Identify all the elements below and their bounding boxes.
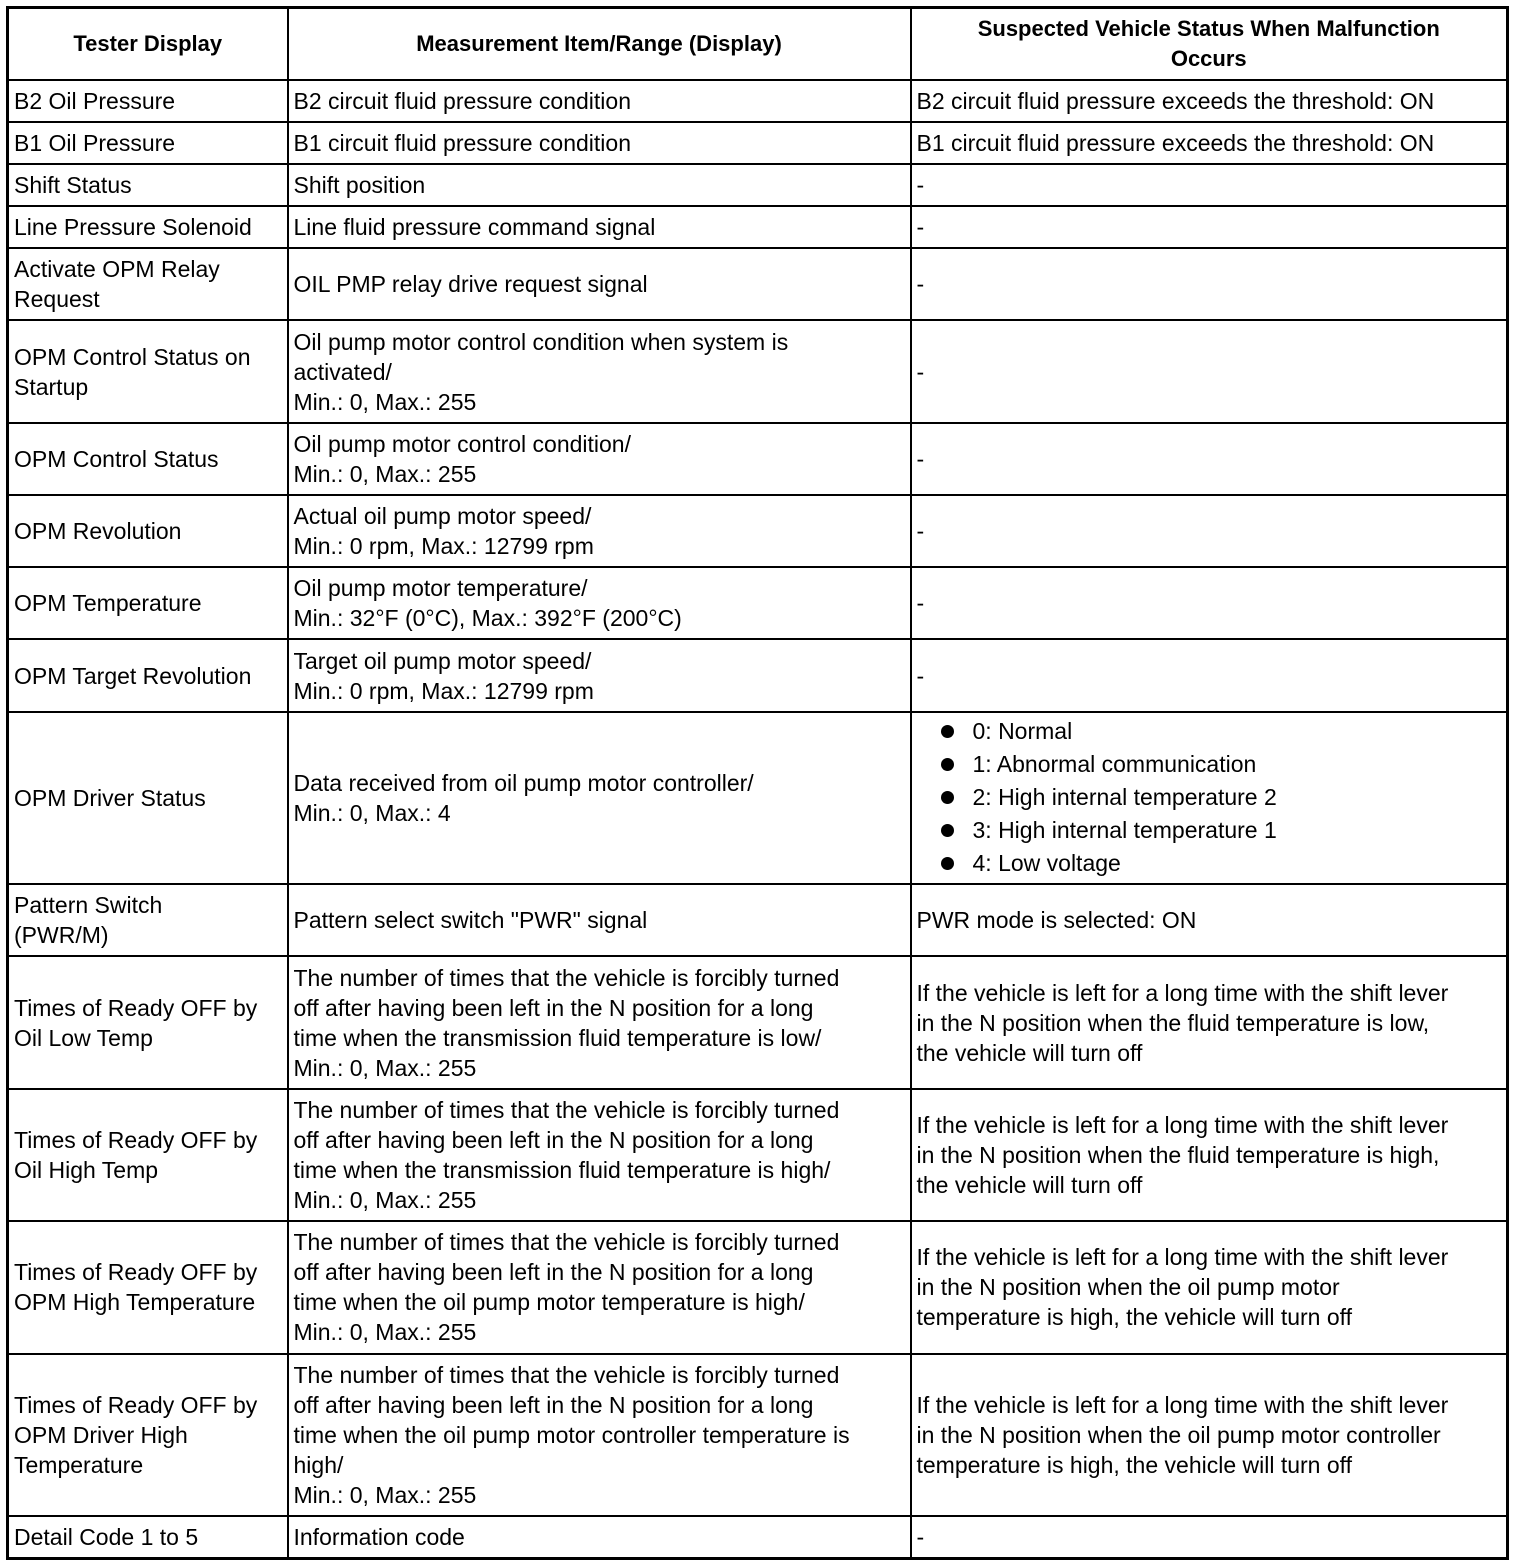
status-bullet-item: 2: High internal temperature 2 — [937, 781, 1502, 814]
table-row — [8, 956, 1508, 1088]
tester-display-cell-line: Request — [14, 286, 100, 313]
measurement-item-cell-line: Shift position — [293, 172, 426, 199]
measurement-item-cell — [288, 206, 911, 248]
suspected-status-cell-line: in the N position when the oil pump motor controller — [916, 1421, 1441, 1448]
measurement-item-cell-line: Min.: 0 rpm, Max.: 12799 rpm — [293, 677, 594, 704]
suspected-status-cell-line: - — [916, 590, 925, 617]
suspected-status-cell — [911, 122, 1508, 164]
tester-display-cell — [8, 80, 288, 122]
header-measurement-item: Measurement Item/Range (Display) — [288, 8, 911, 80]
tester-display-cell — [8, 639, 288, 711]
measurement-item-cell-line: time when the transmission fluid temperature is high/ — [293, 1157, 831, 1184]
table-row — [8, 206, 1508, 248]
measurement-item-cell-line: The number of times that the vehicle is forcibly turned — [293, 964, 840, 991]
measurement-item-cell — [288, 80, 911, 122]
suspected-status-cell-line: - — [916, 1524, 925, 1551]
table-row — [8, 320, 1508, 422]
status-bullet-item: 1: Abnormal communication — [937, 748, 1502, 781]
measurement-item-cell-line: Min.: 0, Max.: 4 — [293, 799, 451, 826]
tester-display-cell-line: Oil High Temp — [14, 1157, 159, 1184]
suspected-status-cell-line: PWR mode is selected: ON — [916, 907, 1197, 934]
measurement-item-cell-line: Min.: 0, Max.: 255 — [293, 1481, 477, 1508]
tester-display-cell-line: OPM Target Revolution — [14, 662, 252, 689]
tester-display-cell — [8, 956, 288, 1088]
table-row — [8, 712, 1508, 885]
tester-display-cell-line: B2 Oil Pressure — [14, 87, 176, 114]
tester-display-cell-line: B1 Oil Pressure — [14, 129, 176, 156]
table-row — [8, 1516, 1508, 1558]
suspected-status-cell — [911, 495, 1508, 567]
measurement-item-cell-line: Min.: 0, Max.: 255 — [293, 1319, 477, 1346]
measurement-item-cell — [288, 248, 911, 320]
measurement-item-cell-line: Min.: 0, Max.: 255 — [293, 1187, 477, 1214]
suspected-status-cell — [911, 712, 1508, 885]
measurement-item-cell — [288, 639, 911, 711]
measurement-item-cell-line: high/ — [293, 1451, 344, 1478]
tester-display-cell-line: Pattern Switch — [14, 892, 163, 919]
suspected-status-cell-line: - — [916, 172, 925, 199]
measurement-item-cell-line: off after having been left in the N position for a long — [293, 1391, 814, 1418]
suspected-status-cell-line: temperature is high, the vehicle will turn off — [916, 1304, 1353, 1331]
measurement-item-cell — [288, 712, 911, 885]
measurement-item-cell-line: activated/ — [293, 358, 392, 385]
tester-display-cell — [8, 320, 288, 422]
measurement-item-cell — [288, 164, 911, 206]
measurement-item-cell-line: OIL PMP relay drive request signal — [293, 271, 648, 298]
suspected-status-cell-line: If the vehicle is left for a long time with the shift lever — [916, 1112, 1449, 1139]
suspected-status-cell — [911, 567, 1508, 639]
measurement-item-cell-line: time when the oil pump motor temperature is high/ — [293, 1289, 805, 1316]
table-row — [8, 567, 1508, 639]
tester-display-cell-line: Times of Ready OFF by — [14, 1127, 258, 1154]
tester-display-cell — [8, 884, 288, 956]
suspected-status-cell-line: the vehicle will turn off — [916, 1039, 1143, 1066]
table-row — [8, 1354, 1508, 1517]
suspected-status-cell — [911, 248, 1508, 320]
measurement-item-cell-line: Min.: 0, Max.: 255 — [293, 460, 477, 487]
measurement-item-cell-line: B1 circuit fluid pressure condition — [293, 129, 631, 156]
measurement-item-cell-line: off after having been left in the N position for a long — [293, 994, 814, 1021]
suspected-status-cell — [911, 1516, 1508, 1558]
measurement-item-cell — [288, 1516, 911, 1558]
table-row — [8, 884, 1508, 956]
suspected-status-cell-line: in the N position when the fluid temperature is high, — [916, 1142, 1440, 1169]
measurement-item-cell-line: The number of times that the vehicle is forcibly turned — [293, 1097, 840, 1124]
suspected-status-cell-line: If the vehicle is left for a long time with the shift lever — [916, 1391, 1449, 1418]
status-bullet-item: 3: High internal temperature 1 — [937, 814, 1502, 847]
measurement-item-cell-line: time when the oil pump motor controller temperature is — [293, 1421, 850, 1448]
suspected-status-cell — [911, 1221, 1508, 1353]
suspected-status-cell-line: - — [916, 271, 925, 298]
measurement-item-cell-line: Pattern select switch "PWR" signal — [293, 907, 648, 934]
measurement-item-cell — [288, 1354, 911, 1517]
suspected-status-cell-line: - — [916, 518, 925, 545]
suspected-status-cell-line: - — [916, 662, 925, 689]
table-row — [8, 122, 1508, 164]
tester-display-cell-line: OPM Control Status on — [14, 343, 251, 370]
table-row — [8, 1089, 1508, 1221]
table-row — [8, 80, 1508, 122]
tester-display-cell-line: Line Pressure Solenoid — [14, 214, 252, 241]
table-row — [8, 164, 1508, 206]
suspected-status-cell — [911, 206, 1508, 248]
measurement-item-cell-line: Oil pump motor temperature/ — [293, 575, 588, 602]
measurement-item-cell — [288, 956, 911, 1088]
suspected-status-cell-line: - — [916, 358, 925, 385]
measurement-item-cell — [288, 320, 911, 422]
status-bullet-item: 4: Low voltage — [937, 847, 1502, 880]
tester-display-cell-line: OPM Driver Status — [14, 784, 206, 811]
measurement-item-cell — [288, 884, 911, 956]
tester-display-cell — [8, 122, 288, 164]
tester-display-cell-line: Startup — [14, 373, 89, 400]
suspected-status-cell — [911, 423, 1508, 495]
measurement-item-cell — [288, 495, 911, 567]
tester-display-cell-line: OPM Revolution — [14, 518, 182, 545]
measurement-item-cell-line: Target oil pump motor speed/ — [293, 647, 592, 674]
suspected-status-cell-line: temperature is high, the vehicle will turn off — [916, 1451, 1353, 1478]
measurement-item-cell-line: The number of times that the vehicle is forcibly turned — [293, 1229, 840, 1256]
suspected-status-cell-line: If the vehicle is left for a long time with the shift lever — [916, 979, 1449, 1006]
tester-display-cell — [8, 164, 288, 206]
tester-display-cell — [8, 1354, 288, 1517]
table-row — [8, 423, 1508, 495]
measurement-item-cell-line: Min.: 0 rpm, Max.: 12799 rpm — [293, 533, 594, 560]
tester-display-cell — [8, 1089, 288, 1221]
tester-display-cell — [8, 1221, 288, 1353]
status-bullet-item: 0: Normal — [937, 715, 1502, 748]
suspected-status-cell — [911, 164, 1508, 206]
measurement-item-cell-line: Min.: 32°F (0°C), Max.: 392°F (200°C) — [293, 605, 682, 632]
tester-display-cell-line: OPM High Temperature — [14, 1289, 256, 1316]
tester-display-cell-line: OPM Temperature — [14, 590, 202, 617]
tester-display-cell-line: OPM Driver High — [14, 1421, 188, 1448]
suspected-status-cell — [911, 1089, 1508, 1221]
tester-display-cell-line: Times of Ready OFF by — [14, 1259, 258, 1286]
measurement-item-cell — [288, 122, 911, 164]
tester-display-cell-line: Times of Ready OFF by — [14, 994, 258, 1021]
measurement-item-cell-line: Information code — [293, 1524, 465, 1551]
suspected-status-cell-line: - — [916, 214, 925, 241]
tester-display-cell-line: Oil Low Temp — [14, 1024, 153, 1051]
measurement-item-cell — [288, 1221, 911, 1353]
measurement-item-cell-line: off after having been left in the N position for a long — [293, 1127, 814, 1154]
tester-display-cell — [8, 206, 288, 248]
measurement-item-cell-line: Actual oil pump motor speed/ — [293, 503, 592, 530]
measurement-item-cell — [288, 423, 911, 495]
table-row — [8, 495, 1508, 567]
tester-display-cell-line: OPM Control Status — [14, 445, 219, 472]
tester-display-cell-line: Activate OPM Relay — [14, 256, 220, 283]
suspected-status-cell-line: - — [916, 445, 925, 472]
table-header-row — [8, 8, 1508, 80]
data-list-table — [6, 6, 1509, 1560]
header-suspected-status: Suspected Vehicle Status When Malfunction Occurs — [911, 8, 1508, 80]
suspected-status-cell — [911, 884, 1508, 956]
measurement-item-cell-line: Min.: 0, Max.: 255 — [293, 1054, 477, 1081]
suspected-status-cell — [911, 80, 1508, 122]
measurement-item-cell — [288, 1089, 911, 1221]
tester-display-cell-line: (PWR/M) — [14, 922, 109, 949]
table-row — [8, 248, 1508, 320]
measurement-item-cell-line: time when the transmission fluid temperature is low/ — [293, 1024, 822, 1051]
suspected-status-cell-line: If the vehicle is left for a long time with the shift lever — [916, 1244, 1449, 1271]
table-body — [8, 8, 1508, 1559]
suspected-status-cell-line: B1 circuit fluid pressure exceeds the threshold: ON — [916, 129, 1435, 156]
suspected-status-cell-line: the vehicle will turn off — [916, 1172, 1143, 1199]
measurement-item-cell-line: Line fluid pressure command signal — [293, 214, 656, 241]
suspected-status-cell — [911, 956, 1508, 1088]
header-tester-display: Tester Display — [8, 8, 288, 80]
measurement-item-cell-line: Min.: 0, Max.: 255 — [293, 388, 477, 415]
suspected-status-cell-line: in the N position when the oil pump motor — [916, 1274, 1340, 1301]
measurement-item-cell-line: The number of times that the vehicle is forcibly turned — [293, 1361, 840, 1388]
tester-display-cell-line: Temperature — [14, 1451, 144, 1478]
suspected-status-cell-line: in the N position when the fluid temperature is low, — [916, 1009, 1430, 1036]
measurement-item-cell-line: off after having been left in the N position for a long — [293, 1259, 814, 1286]
tester-display-cell — [8, 248, 288, 320]
table-row — [8, 639, 1508, 711]
measurement-item-cell — [288, 567, 911, 639]
tester-display-cell — [8, 1516, 288, 1558]
table-row — [8, 1221, 1508, 1353]
suspected-status-cell — [911, 320, 1508, 422]
measurement-item-cell-line: Oil pump motor control condition/ — [293, 430, 631, 457]
tester-display-cell-line: Shift Status — [14, 172, 132, 199]
measurement-item-cell-line: B2 circuit fluid pressure condition — [293, 87, 631, 114]
status-bullet-list — [917, 715, 1502, 880]
suspected-status-cell-line: B2 circuit fluid pressure exceeds the threshold: ON — [916, 87, 1435, 114]
tester-display-cell — [8, 567, 288, 639]
measurement-item-cell-line: Oil pump motor control condition when system is — [293, 328, 789, 355]
suspected-status-cell — [911, 639, 1508, 711]
measurement-item-cell-line: Data received from oil pump motor controller/ — [293, 769, 754, 796]
tester-display-cell-line: Times of Ready OFF by — [14, 1391, 258, 1418]
tester-display-cell — [8, 712, 288, 885]
suspected-status-cell — [911, 1354, 1508, 1517]
tester-display-cell — [8, 423, 288, 495]
tester-display-cell — [8, 495, 288, 567]
tester-display-cell-line: Detail Code 1 to 5 — [14, 1524, 199, 1551]
